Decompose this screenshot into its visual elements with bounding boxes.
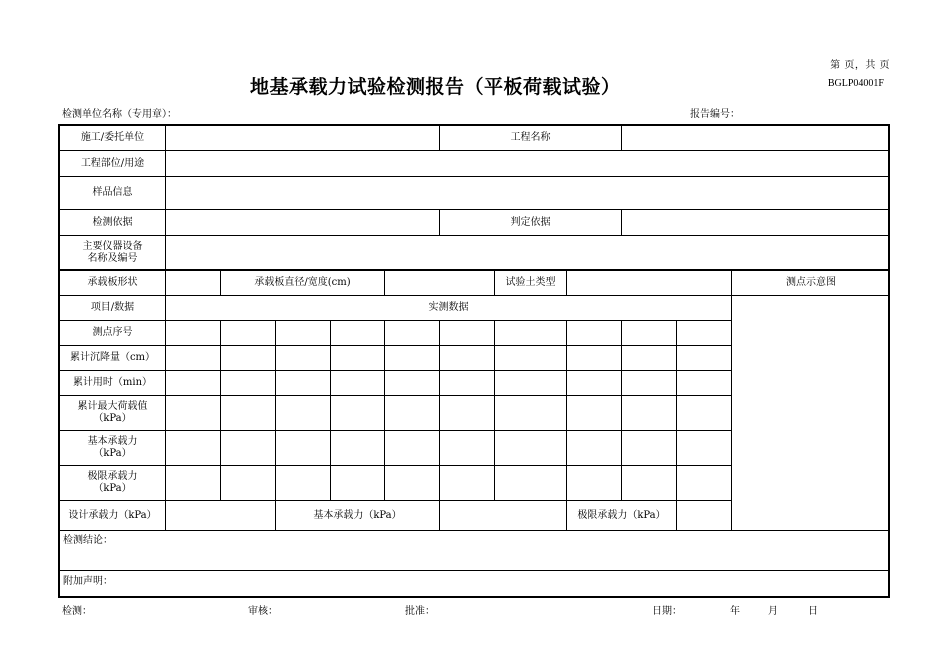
max-load-label-line1: 累计最大荷载值 bbox=[77, 401, 148, 412]
project-name-label: 工程名称 bbox=[440, 126, 622, 151]
date-month: 月 bbox=[768, 606, 778, 617]
criterion-label: 判定依据 bbox=[440, 210, 622, 236]
data-cell[interactable] bbox=[331, 396, 385, 431]
data-cell[interactable] bbox=[622, 466, 677, 501]
page-title: 地基承载力试验检测报告（平板荷载试验） bbox=[250, 76, 621, 98]
design-cap-label: 设计承载力（kPa） bbox=[60, 501, 166, 531]
data-cell[interactable] bbox=[385, 321, 440, 346]
data-cell[interactable] bbox=[567, 346, 622, 371]
client-label: 施工/委托单位 bbox=[60, 126, 166, 151]
equipment-label-line1: 主要仪器设备 bbox=[82, 240, 143, 252]
data-cell[interactable] bbox=[166, 321, 221, 346]
data-cell[interactable] bbox=[331, 371, 385, 396]
data-cell[interactable] bbox=[567, 321, 622, 346]
basis-value[interactable] bbox=[166, 210, 440, 236]
basic-cap-label-line2: （kPa） bbox=[93, 448, 132, 459]
data-cell[interactable] bbox=[567, 466, 622, 501]
data-cell[interactable] bbox=[221, 431, 276, 466]
tester-label: 检测： bbox=[62, 606, 92, 617]
data-cell[interactable] bbox=[677, 431, 732, 466]
data-cell[interactable] bbox=[166, 371, 221, 396]
soil-type-value[interactable] bbox=[567, 271, 732, 296]
data-cell[interactable] bbox=[331, 321, 385, 346]
basic-cap-summary-label: 基本承载力（kPa） bbox=[276, 501, 440, 531]
data-cell[interactable] bbox=[276, 466, 331, 501]
max-load-label-line2: （kPa） bbox=[93, 413, 132, 424]
basic-cap-summary-value[interactable] bbox=[440, 501, 567, 531]
basic-cap-label-line1: 基本承载力 bbox=[87, 436, 138, 447]
data-cell[interactable] bbox=[622, 396, 677, 431]
limit-cap-label-line1: 极限承载力 bbox=[87, 471, 138, 482]
basic-cap-label bbox=[60, 431, 166, 466]
conclusion-field[interactable]: 检测结论： bbox=[60, 531, 890, 571]
data-cell[interactable] bbox=[567, 431, 622, 466]
data-cell[interactable] bbox=[385, 346, 440, 371]
data-cell[interactable] bbox=[677, 321, 732, 346]
reviewer-label: 审核： bbox=[248, 606, 278, 617]
data-cell[interactable] bbox=[385, 371, 440, 396]
limit-cap-label bbox=[60, 466, 166, 501]
data-cell[interactable] bbox=[495, 431, 567, 466]
criterion-value[interactable] bbox=[622, 210, 890, 236]
data-cell[interactable] bbox=[495, 371, 567, 396]
plate-shape-value[interactable] bbox=[166, 271, 221, 296]
data-cell[interactable] bbox=[495, 346, 567, 371]
data-cell[interactable] bbox=[385, 396, 440, 431]
data-cell[interactable] bbox=[440, 321, 495, 346]
data-cell[interactable] bbox=[166, 431, 221, 466]
date-day: 日 bbox=[808, 606, 818, 617]
equipment-label-line2: 名称及编号 bbox=[87, 252, 138, 264]
data-cell[interactable] bbox=[331, 431, 385, 466]
data-cell[interactable] bbox=[385, 466, 440, 501]
data-cell[interactable] bbox=[276, 371, 331, 396]
data-cell[interactable] bbox=[221, 346, 276, 371]
date-label: 日期： bbox=[652, 606, 682, 617]
limit-cap-label-line2: （kPa） bbox=[93, 483, 132, 494]
data-cell[interactable] bbox=[567, 396, 622, 431]
design-cap-value[interactable] bbox=[166, 501, 276, 531]
data-cell[interactable] bbox=[622, 321, 677, 346]
data-cell[interactable] bbox=[276, 396, 331, 431]
measured-data-label: 实测数据 bbox=[166, 296, 732, 321]
equipment-value[interactable] bbox=[166, 236, 890, 270]
data-cell[interactable] bbox=[221, 321, 276, 346]
data-cell[interactable] bbox=[567, 371, 622, 396]
location-value[interactable] bbox=[166, 151, 890, 177]
settlement-label: 累计沉降量（cm） bbox=[60, 346, 166, 371]
data-cell[interactable] bbox=[276, 346, 331, 371]
diagram-area[interactable] bbox=[732, 296, 890, 531]
plate-size-label: 承载板直径/宽度(cm) bbox=[221, 271, 385, 296]
item-data-label: 项目/数据 bbox=[60, 296, 166, 321]
data-cell[interactable] bbox=[677, 396, 732, 431]
plate-shape-label: 承载板形状 bbox=[60, 271, 166, 296]
data-cell[interactable] bbox=[495, 396, 567, 431]
data-cell[interactable] bbox=[166, 346, 221, 371]
data-cell[interactable] bbox=[440, 466, 495, 501]
limit-cap-summary-value[interactable] bbox=[677, 501, 732, 531]
data-cell[interactable] bbox=[495, 466, 567, 501]
data-cell[interactable] bbox=[622, 371, 677, 396]
data-cell[interactable] bbox=[331, 346, 385, 371]
limit-cap-summary-label: 极限承载力（kPa） bbox=[567, 501, 677, 531]
data-cell[interactable] bbox=[221, 396, 276, 431]
data-cell[interactable] bbox=[166, 466, 221, 501]
data-cell[interactable] bbox=[221, 371, 276, 396]
report-table bbox=[58, 124, 890, 598]
client-value[interactable] bbox=[166, 126, 440, 151]
point-no-label: 测点序号 bbox=[60, 321, 166, 346]
statement-field[interactable]: 附加声明： bbox=[63, 576, 113, 587]
data-cell[interactable] bbox=[622, 346, 677, 371]
data-cell[interactable] bbox=[622, 431, 677, 466]
data-cell[interactable] bbox=[276, 321, 331, 346]
data-cell[interactable] bbox=[166, 396, 221, 431]
data-cell[interactable] bbox=[440, 371, 495, 396]
location-label: 工程部位/用途 bbox=[60, 151, 166, 177]
sample-label: 样品信息 bbox=[60, 177, 166, 210]
project-name-value[interactable] bbox=[622, 126, 890, 151]
data-cell[interactable] bbox=[385, 431, 440, 466]
time-label: 累计用时（min） bbox=[60, 371, 166, 396]
approver-label: 批准： bbox=[405, 606, 435, 617]
data-cell[interactable] bbox=[677, 371, 732, 396]
equipment-label bbox=[60, 236, 166, 270]
page-number-info: 第 页，共 页 bbox=[830, 60, 890, 71]
data-cell[interactable] bbox=[440, 346, 495, 371]
data-cell[interactable] bbox=[331, 466, 385, 501]
data-cell[interactable] bbox=[276, 431, 331, 466]
date-year: 年 bbox=[730, 606, 740, 617]
data-cell[interactable] bbox=[677, 346, 732, 371]
data-cell[interactable] bbox=[221, 466, 276, 501]
data-cell[interactable] bbox=[495, 321, 567, 346]
plate-size-value[interactable] bbox=[385, 271, 495, 296]
sample-value[interactable] bbox=[166, 177, 890, 210]
data-cell[interactable] bbox=[440, 431, 495, 466]
basis-label: 检测依据 bbox=[60, 210, 166, 236]
org-name-label: 检测单位名称（专用章）： bbox=[62, 109, 177, 120]
data-cell[interactable] bbox=[677, 466, 732, 501]
soil-type-label: 试验土类型 bbox=[495, 271, 567, 296]
diagram-label: 测点示意图 bbox=[732, 271, 890, 296]
form-code: BGLP04001F bbox=[827, 78, 884, 89]
report-number-label: 报告编号： bbox=[690, 109, 740, 120]
max-load-label bbox=[60, 396, 166, 431]
data-cell[interactable] bbox=[440, 396, 495, 431]
